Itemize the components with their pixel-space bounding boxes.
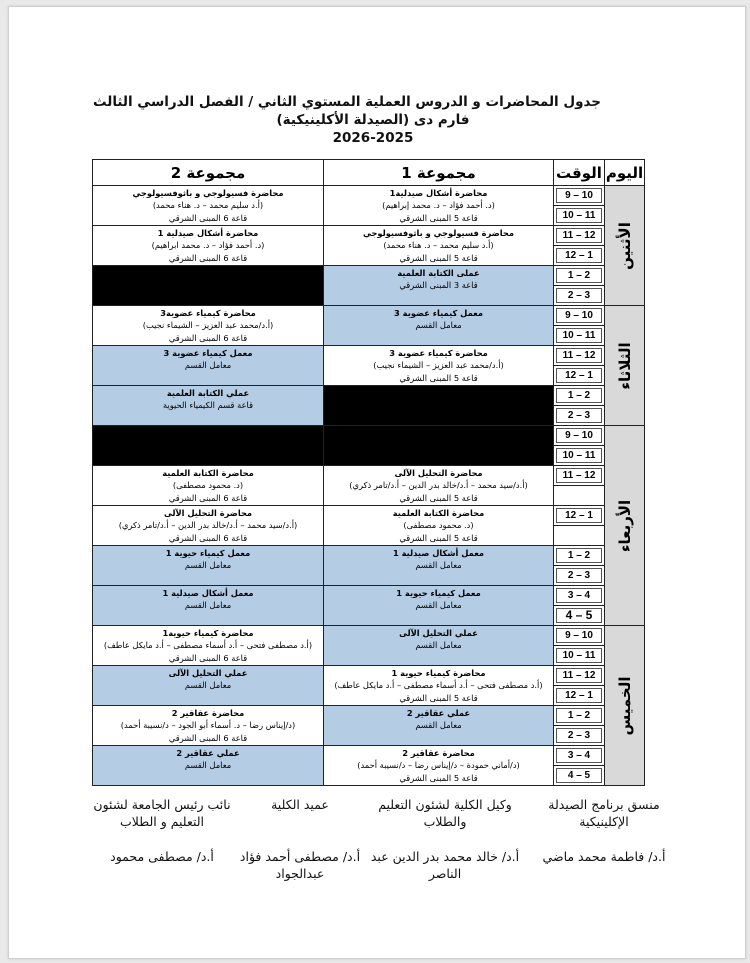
time-label: 9 – 10 (556, 188, 602, 203)
session-title: محاضرة التحليل الآلى (394, 468, 483, 478)
time-cell (554, 686, 605, 706)
session-title: محاضرة الكتابة العلمية (392, 508, 485, 518)
session-title: عملي التحليل الآلى (399, 628, 478, 638)
group1-session-cell (324, 666, 554, 706)
session-title: محاضرة كيمياء حيوية1 (162, 628, 254, 638)
time-label: 2 – 3 (556, 408, 602, 423)
schedule-row (93, 426, 645, 446)
schedule-row (93, 706, 645, 726)
schedule-title (9, 93, 745, 147)
session-detail: معامل القسم (415, 720, 462, 731)
group1-session-cell (324, 706, 554, 746)
group2-session-cell (93, 186, 324, 226)
signature-role: منسق برنامج الصيدلة (548, 797, 660, 812)
time-cell (554, 646, 605, 666)
time-label: 1 – 2 (556, 388, 602, 403)
group1-session-cell (324, 506, 554, 546)
signature-name: عبدالجواد (275, 866, 325, 881)
session-title: معمل أشكال صيدلية 1 (162, 588, 254, 598)
group2-session-cell (93, 586, 324, 626)
group2-session-cell (93, 386, 324, 426)
schedule-row (93, 346, 645, 366)
time-cell (554, 206, 605, 226)
session-title: معمل كيمياء حيوية 1 (396, 588, 481, 598)
group1-blocked-cell (324, 426, 554, 466)
session-detail: قاعة 5 المبنى الشرقي (399, 252, 478, 263)
group1-session-cell (324, 186, 554, 226)
signature-name: أ.د/ خالد محمد بدر الدين عبد (370, 849, 520, 864)
group2-session-cell (93, 706, 324, 746)
time-label: 9 – 10 (556, 628, 602, 643)
group2-session-cell (93, 666, 324, 706)
time-cell (554, 246, 605, 266)
time-cell (554, 666, 605, 686)
session-detail: قاعة 5 المبنى الشرقي (399, 772, 478, 783)
session-title: معمل كيمياء حيوية 1 (165, 548, 251, 558)
group1-session-cell (324, 626, 554, 666)
time-label: 3 – 4 (556, 588, 602, 603)
day-cell (605, 426, 645, 626)
header-group2: مجموعة 2 (93, 160, 324, 186)
time-cell (554, 446, 605, 466)
signature-role: وكيل الكلية لشئون التعليم (378, 797, 512, 812)
time-cell (554, 266, 605, 286)
time-cell (554, 706, 605, 726)
session-detail: معامل القسم (184, 360, 232, 371)
time-label: 1 – 2 (556, 268, 602, 283)
time-label: 9 – 10 (556, 308, 602, 323)
time-label: 11 – 12 (556, 668, 602, 683)
schedule-row (93, 586, 645, 606)
time-cell (554, 386, 605, 406)
time-label: 1 – 2 (556, 708, 602, 723)
time-cell (554, 726, 605, 746)
group1-session-cell (324, 346, 554, 386)
header-group1: مجموعة 1 (324, 160, 554, 186)
time-cell (554, 186, 605, 206)
session-detail: (أ.د/محمد عبد العزيز – الشيماء نجيب) (142, 320, 274, 331)
session-detail: (أ.د/سيد محمد – أ.د/خالد بدر الدين – أ.د/تامر ذكري) (118, 520, 298, 531)
group1-session-cell (324, 226, 554, 266)
schedule-row (93, 746, 645, 766)
session-title: عملي عقاقير 2 (176, 748, 240, 758)
session-detail: قاعة 5 المبنى الشرقي (399, 372, 478, 383)
schedule-row (93, 186, 645, 206)
time-cell (554, 306, 605, 326)
header-time: الوقت (554, 160, 605, 186)
schedule-row (93, 506, 645, 526)
session-title: محاضرة فسيولوجي و باثوفسيولوجي (363, 228, 514, 238)
session-detail: (أ.د سليم محمد – د. هناء محمد) (152, 200, 264, 211)
group2-blocked-cell (93, 266, 324, 306)
time-label: 12 – 1 (556, 688, 602, 703)
time-label: 2 – 3 (556, 728, 602, 743)
signature-name: أ.د/ مصطفى أحمد فؤاد (239, 849, 361, 864)
session-detail: (أ.د سليم محمد – د. هناء محمد) (383, 240, 494, 251)
day-cell (605, 186, 645, 306)
group1-session-cell (324, 586, 554, 626)
schedule-row (93, 226, 645, 246)
time-cell (554, 366, 605, 386)
time-cell (554, 586, 605, 606)
group1-session-cell (324, 266, 554, 306)
session-detail: قاعة 6 المبنى الشرقي (168, 492, 248, 503)
session-title: محاضرة كيمياء عضوية3 (160, 308, 256, 318)
day-cell (605, 306, 645, 426)
group2-session-cell (93, 746, 324, 786)
day-label: الخميس (615, 676, 634, 735)
time-label: 4 – 5 (556, 768, 602, 783)
group1-session-cell (324, 306, 554, 346)
session-detail: معامل القسم (184, 680, 232, 691)
time-cell (554, 486, 605, 506)
session-title: معمل أشكال صيدلية 1 (392, 548, 485, 558)
time-label: 2 – 3 (556, 288, 602, 303)
session-title: محاضرة أشكال صيدلية 1 (157, 228, 259, 238)
session-title: محاضرة أشكال صيدلية1 (389, 188, 488, 198)
session-detail: قاعة 5 المبنى الشرقي (399, 692, 478, 703)
time-label: 1 – 2 (556, 548, 602, 563)
session-title: عملي عقاقير 2 (406, 708, 471, 718)
session-title: عملي الكتابة العلمية (166, 388, 250, 398)
session-detail: قاعة 6 المبنى الشرقي (168, 732, 248, 743)
day-label: الثلاثاء (615, 341, 634, 390)
header-day: اليوم (605, 160, 645, 186)
schedule-row (93, 666, 645, 686)
signature-name: أ.د/ مصطفى محمود (110, 849, 214, 864)
time-cell (554, 526, 605, 546)
session-detail: (أ.د/سيد محمد – أ.د/خالد بدر الدين – أ.د/تامر ذكري) (349, 480, 528, 491)
group2-session-cell (93, 546, 324, 586)
session-detail: (أ.د مصطفى فتحى – أ.د أسماء مصطفى – أ.د مايكل عاطف) (103, 640, 313, 651)
signature-name: أ.د/ فاطمة محمد ماضي (542, 849, 666, 864)
session-detail: (د. أحمد فؤاد – د. محمد ابراهيم) (151, 240, 265, 251)
time-cell (554, 746, 605, 766)
time-cell (554, 466, 605, 486)
session-title: محاضرة فسيولوجي و باثوفسيولوجي (132, 188, 284, 198)
schedule-row (93, 466, 645, 486)
session-title: معمل كيمياء عضوية 3 (394, 308, 483, 318)
session-detail: معامل القسم (415, 640, 462, 651)
time-label: 12 – 1 (556, 508, 602, 523)
time-cell (554, 566, 605, 586)
session-title: محاضرة التحليل الآلى (163, 508, 253, 518)
session-detail: قاعة 6 المبنى الشرقي (168, 252, 248, 263)
group2-session-cell (93, 506, 324, 546)
signature-role: نائب رئيس الجامعة لشئون (93, 797, 231, 812)
session-title: محاضرة عقاقير 2 (402, 748, 475, 758)
session-title: محاضرة الكتابة العلمية (162, 468, 254, 478)
time-cell (554, 346, 605, 366)
group2-session-cell (93, 346, 324, 386)
session-detail: (د. أحمد فؤاد – د. محمد إبراهيم) (382, 200, 495, 211)
session-detail: معامل القسم (415, 560, 462, 571)
title-line-1: جدول المحاضرات و الدروس العملية المستوي الثاني / الفصل الدراسي الثالث (92, 94, 602, 110)
time-label: 3 – 4 (556, 748, 602, 763)
group2-session-cell (93, 466, 324, 506)
time-cell (554, 326, 605, 346)
group1-blocked-cell (324, 386, 554, 426)
session-detail: قاعة قسم الكيمياء الحيوية (162, 400, 254, 411)
time-label: 12 – 1 (556, 248, 602, 263)
schedule-row (93, 266, 645, 286)
time-cell (554, 286, 605, 306)
session-title: عملى الكتابة العلمية (397, 268, 480, 278)
session-title: عملي التحليل الآلى (168, 668, 248, 678)
signature-role: الإكلينيكية (579, 814, 629, 829)
session-detail: معامل القسم (184, 600, 232, 611)
session-detail: قاعة 6 المبنى الشرقي (168, 332, 248, 343)
session-detail: (أ.د مصطفى فتحى – أ.د أسماء مصطفى – أ.د مايكل عاطف) (334, 680, 543, 691)
session-detail: (د/أماني حمودة – د/إيناس رضا – د/نسيبة أحمد) (357, 760, 520, 771)
time-cell (554, 606, 605, 626)
group2-session-cell (93, 626, 324, 666)
session-detail: معامل القسم (415, 320, 462, 331)
session-title: محاضرة عقاقير 2 (171, 708, 245, 718)
session-detail: قاعة 5 المبنى الشرقي (399, 532, 478, 543)
time-label: 11 – 12 (556, 468, 602, 483)
time-label: 2 – 3 (556, 568, 602, 583)
time-label: 10 – 11 (556, 208, 602, 223)
session-title: محاضرة كيمياء حيوية 1 (391, 668, 486, 678)
time-label: 4 – 5 (556, 608, 602, 623)
schedule-table (92, 159, 645, 786)
group2-session-cell (93, 226, 324, 266)
session-detail: (د. محمود مصطفى) (403, 520, 474, 531)
session-title: محاضرة كيمياء عضوية 3 (389, 348, 488, 358)
signature-name: الناصر (428, 866, 462, 881)
session-detail: قاعة 6 المبنى الشرقي (168, 212, 248, 223)
day-cell (605, 626, 645, 786)
schedule-row (93, 626, 645, 646)
time-cell (554, 766, 605, 786)
day-label: الأربعاء (615, 499, 634, 552)
session-detail: (د/إيناس رضا – د. أسماء أبو الجود – د/نسيبة أحمد) (120, 720, 296, 731)
schedule-row (93, 306, 645, 326)
day-label: الأثنين (615, 221, 634, 270)
time-label: 9 – 10 (556, 428, 602, 443)
time-cell (554, 546, 605, 566)
session-detail: معامل القسم (184, 760, 232, 771)
group1-session-cell (324, 746, 554, 786)
signature-role: التعليم و الطلاب (119, 814, 205, 829)
group2-session-cell (93, 306, 324, 346)
session-detail: قاعة 6 المبنى الشرقي (168, 652, 248, 663)
session-detail: قاعة 5 المبنى الشرقي (399, 212, 478, 223)
group1-session-cell (324, 546, 554, 586)
session-detail: (د. محمود مصطفى) (172, 480, 244, 491)
title-line-3: 2026-2025 (332, 130, 414, 146)
session-detail: قاعة 3 المبنى الشرقي (399, 280, 478, 291)
session-detail: معامل القسم (184, 560, 232, 571)
signature-role: عميد الكلية (271, 797, 329, 812)
time-cell (554, 506, 605, 526)
time-cell (554, 406, 605, 426)
time-label: 10 – 11 (556, 328, 602, 343)
time-label: 10 – 11 (556, 648, 602, 663)
time-label: 12 – 1 (556, 368, 602, 383)
header-row (93, 160, 645, 186)
session-detail: قاعة 5 المبنى الشرقي (399, 492, 478, 503)
group1-session-cell (324, 466, 554, 506)
title-line-2: فارم دى (الصيدلة الأكلينيكية) (276, 112, 470, 128)
time-label: 10 – 11 (556, 448, 602, 463)
session-detail: معامل القسم (415, 600, 462, 611)
session-detail: قاعة 6 المبنى الشرقي (168, 532, 248, 543)
time-cell (554, 226, 605, 246)
session-title: معمل كيمياء عضوية 3 (163, 348, 253, 358)
time-label: 11 – 12 (556, 348, 602, 363)
time-cell (554, 426, 605, 446)
group2-blocked-cell (93, 426, 324, 466)
time-cell (554, 626, 605, 646)
session-detail: (أ.د/محمد عبد العزيز – الشيماء نجيب) (373, 360, 504, 371)
time-label: 11 – 12 (556, 228, 602, 243)
schedule-row (93, 386, 645, 406)
signature-role: والطلاب (423, 814, 467, 829)
schedule-body (93, 186, 645, 786)
schedule-row (93, 546, 645, 566)
